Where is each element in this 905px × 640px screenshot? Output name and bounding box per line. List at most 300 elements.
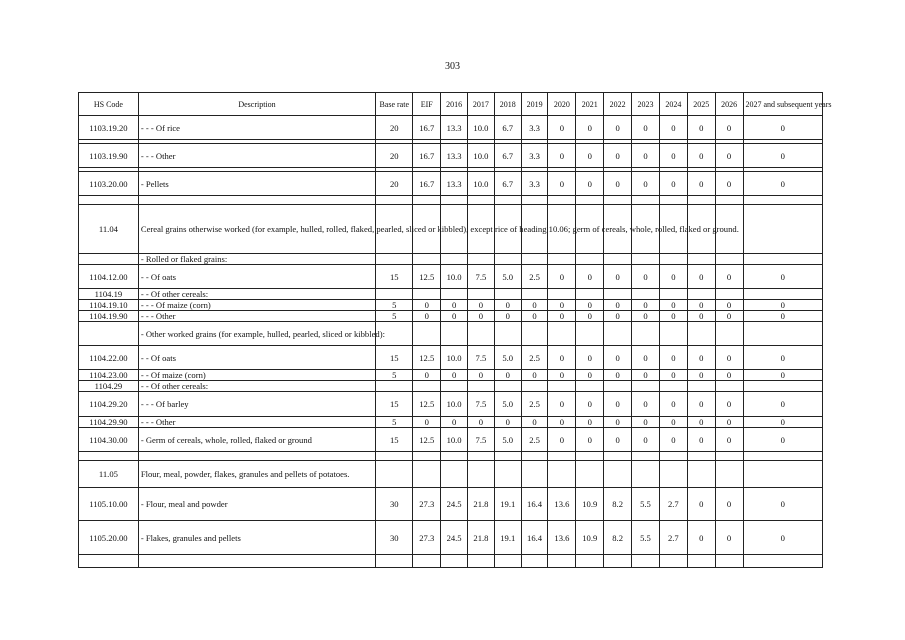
rate-cell <box>715 289 743 300</box>
rate-cell <box>441 452 468 461</box>
rate-cell: 16.4 <box>521 488 548 521</box>
rate-cell: 0 <box>743 144 823 168</box>
rate-cell: 0 <box>715 311 743 322</box>
rate-cell: 5.0 <box>494 392 521 417</box>
column-header: Base rate <box>376 93 413 116</box>
rate-cell: 12.5 <box>413 392 441 417</box>
rate-cell: 8.2 <box>604 488 632 521</box>
rate-cell <box>687 555 715 568</box>
rate-cell <box>687 322 715 346</box>
description-cell: - Rolled or flaked grains: <box>138 254 375 265</box>
rate-cell <box>715 381 743 392</box>
rate-cell: 27.3 <box>413 521 441 555</box>
rate-cell: 0 <box>548 346 576 370</box>
rate-cell <box>659 322 687 346</box>
rate-cell <box>604 322 632 346</box>
rate-cell: 0 <box>521 417 548 428</box>
rate-cell: 15 <box>376 346 413 370</box>
rate-cell: 3.3 <box>521 172 548 196</box>
column-header: Description <box>138 93 375 116</box>
rate-cell <box>576 289 604 300</box>
rate-cell <box>413 452 441 461</box>
column-header: HS Code <box>79 93 139 116</box>
column-header: 2027 and subsequent years <box>743 93 823 116</box>
rate-cell: 0 <box>576 392 604 417</box>
rate-cell: 0 <box>604 346 632 370</box>
rate-cell: 5 <box>376 311 413 322</box>
rate-cell: 0 <box>576 428 604 452</box>
rate-cell <box>659 461 687 488</box>
rate-cell <box>376 196 413 205</box>
rate-cell <box>413 289 441 300</box>
hs-code-cell: 1104.12.00 <box>79 265 139 289</box>
rate-cell <box>548 555 576 568</box>
rate-cell: 16.7 <box>413 144 441 168</box>
rate-cell <box>715 452 743 461</box>
rate-cell <box>576 461 604 488</box>
rate-cell: 0 <box>687 370 715 381</box>
rate-cell: 0 <box>604 417 632 428</box>
rate-cell <box>659 196 687 205</box>
rate-cell <box>659 254 687 265</box>
hs-code-cell <box>79 555 139 568</box>
hs-code-cell: 1103.19.90 <box>79 144 139 168</box>
rate-cell <box>494 381 521 392</box>
rate-cell: 0 <box>413 300 441 311</box>
description-cell: - - Of oats <box>138 265 375 289</box>
hs-code-cell: 1104.29.90 <box>79 417 139 428</box>
rate-cell: 5 <box>376 300 413 311</box>
hs-code-cell: 1104.19 <box>79 289 139 300</box>
rate-cell <box>659 555 687 568</box>
rate-cell: 0 <box>576 300 604 311</box>
rate-cell: 2.5 <box>521 392 548 417</box>
rate-cell: 0 <box>715 370 743 381</box>
rate-cell: 30 <box>376 488 413 521</box>
rate-cell <box>468 452 495 461</box>
rate-cell <box>687 289 715 300</box>
rate-cell <box>604 254 632 265</box>
rate-cell: 0 <box>548 144 576 168</box>
rate-cell: 0 <box>743 172 823 196</box>
rate-cell: 0 <box>521 311 548 322</box>
rate-cell <box>548 289 576 300</box>
rate-cell: 10.0 <box>468 172 495 196</box>
rate-cell: 2.5 <box>521 428 548 452</box>
hs-code-cell <box>79 196 139 205</box>
rate-cell: 0 <box>548 265 576 289</box>
rate-cell: 0 <box>743 300 823 311</box>
rate-cell: 0 <box>604 300 632 311</box>
hs-code-cell: 1104.30.00 <box>79 428 139 452</box>
rate-cell: 0 <box>715 300 743 311</box>
rate-cell <box>521 381 548 392</box>
description-cell: - Germ of cereals, whole, rolled, flaked or ground <box>138 428 375 452</box>
page-number: 303 <box>445 61 460 72</box>
rate-cell: 0 <box>715 346 743 370</box>
rate-cell: 0 <box>687 521 715 555</box>
rate-cell: 0 <box>632 311 660 322</box>
rate-cell: 10.0 <box>441 346 468 370</box>
rate-cell: 0 <box>743 346 823 370</box>
column-header: 2024 <box>659 93 687 116</box>
rate-cell <box>468 461 495 488</box>
rate-cell: 12.5 <box>413 428 441 452</box>
rate-cell: 24.5 <box>441 488 468 521</box>
table-body <box>79 116 823 568</box>
rate-cell: 8.2 <box>604 521 632 555</box>
rate-cell <box>413 381 441 392</box>
rate-cell <box>521 322 548 346</box>
rate-cell: 0 <box>687 172 715 196</box>
rate-cell: 0 <box>468 370 495 381</box>
rate-cell: 0 <box>576 144 604 168</box>
rate-cell <box>413 555 441 568</box>
rate-cell: 0 <box>441 417 468 428</box>
rate-cell <box>468 555 495 568</box>
rate-cell: 0 <box>548 392 576 417</box>
rate-cell: 7.5 <box>468 392 495 417</box>
rate-cell: 13.3 <box>441 172 468 196</box>
rate-cell: 0 <box>576 116 604 140</box>
rate-cell <box>468 322 495 346</box>
description-cell: - - - Of maize (corn) <box>138 300 375 311</box>
rate-cell <box>441 555 468 568</box>
table-row <box>79 172 823 196</box>
rate-cell <box>521 461 548 488</box>
rate-cell: 30 <box>376 521 413 555</box>
rate-cell: 0 <box>687 300 715 311</box>
rate-cell <box>604 196 632 205</box>
column-header: 2022 <box>604 93 632 116</box>
rate-cell: 0 <box>632 392 660 417</box>
table-row <box>79 381 823 392</box>
rate-cell: 21.8 <box>468 521 495 555</box>
rate-cell: 0 <box>632 346 660 370</box>
rate-cell <box>743 205 823 254</box>
rate-cell: 0 <box>743 392 823 417</box>
rate-cell: 0 <box>659 144 687 168</box>
rate-cell: 15 <box>376 428 413 452</box>
rate-cell <box>494 452 521 461</box>
table-row <box>79 254 823 265</box>
table-row <box>79 289 823 300</box>
rate-cell <box>376 461 413 488</box>
rate-cell: 0 <box>715 265 743 289</box>
table-row <box>79 488 823 521</box>
rate-cell: 3.3 <box>521 116 548 140</box>
description-cell: - - - Of rice <box>138 116 375 140</box>
rate-cell: 0 <box>659 370 687 381</box>
rate-cell: 27.3 <box>413 488 441 521</box>
rate-cell: 0 <box>687 417 715 428</box>
rate-cell <box>521 289 548 300</box>
table-row <box>79 346 823 370</box>
rate-cell <box>548 322 576 346</box>
table-row <box>79 392 823 417</box>
rate-cell <box>659 289 687 300</box>
rate-cell: 2.7 <box>659 521 687 555</box>
hs-code-cell: 1104.23.00 <box>79 370 139 381</box>
rate-cell: 0 <box>604 265 632 289</box>
table-row <box>79 205 823 254</box>
rate-cell: 13.3 <box>441 116 468 140</box>
rate-cell <box>494 196 521 205</box>
column-header: 2025 <box>687 93 715 116</box>
rate-cell <box>376 289 413 300</box>
rate-cell <box>632 289 660 300</box>
rate-cell: 0 <box>576 172 604 196</box>
description-cell: - - Of maize (corn) <box>138 370 375 381</box>
rate-cell <box>743 196 823 205</box>
rate-cell <box>468 289 495 300</box>
rate-cell: 2.7 <box>659 488 687 521</box>
rate-cell: 0 <box>659 172 687 196</box>
rate-cell <box>441 254 468 265</box>
description-cell: Cereal grains otherwise worked (for example, hulled, rolled, flaked, pearled, sliced or kibbled), except rice of heading 10.06; germ of cereals, whole, rolled, flaked or ground. <box>138 205 375 254</box>
rate-cell: 0 <box>604 144 632 168</box>
rate-cell: 0 <box>632 172 660 196</box>
rate-cell: 0 <box>548 370 576 381</box>
description-cell <box>138 196 375 205</box>
hs-code-cell: 11.05 <box>79 461 139 488</box>
rate-cell <box>521 452 548 461</box>
description-cell <box>138 452 375 461</box>
rate-cell: 0 <box>687 265 715 289</box>
rate-cell <box>468 196 495 205</box>
rate-cell <box>376 452 413 461</box>
rate-cell <box>743 322 823 346</box>
rate-cell: 16.4 <box>521 521 548 555</box>
rate-cell <box>576 381 604 392</box>
rate-cell: 0 <box>743 265 823 289</box>
rate-cell <box>494 254 521 265</box>
table-row <box>79 300 823 311</box>
table-row <box>79 370 823 381</box>
rate-cell <box>468 254 495 265</box>
rate-cell: 0 <box>576 346 604 370</box>
rate-cell <box>743 381 823 392</box>
rate-cell: 13.3 <box>441 144 468 168</box>
rate-cell: 0 <box>441 311 468 322</box>
rate-cell <box>632 452 660 461</box>
rate-cell: 0 <box>687 488 715 521</box>
rate-cell: 7.5 <box>468 428 495 452</box>
column-header: 2018 <box>494 93 521 116</box>
rate-cell: 5.5 <box>632 521 660 555</box>
hs-code-cell: 1105.10.00 <box>79 488 139 521</box>
rate-cell: 5.5 <box>632 488 660 521</box>
rate-cell: 0 <box>687 346 715 370</box>
rate-cell: 15 <box>376 392 413 417</box>
description-cell: - Other worked grains (for example, hulled, pearled, sliced or kibbled): <box>138 322 375 346</box>
rate-cell: 0 <box>576 370 604 381</box>
rate-cell: 0 <box>413 311 441 322</box>
rate-cell: 0 <box>659 116 687 140</box>
rate-cell: 7.5 <box>468 346 495 370</box>
rate-cell <box>494 461 521 488</box>
description-cell: - Flakes, granules and pellets <box>138 521 375 555</box>
description-cell: Flour, meal, powder, flakes, granules and pellets of potatoes. <box>138 461 375 488</box>
rate-cell: 0 <box>715 488 743 521</box>
rate-cell <box>548 254 576 265</box>
rate-cell: 0 <box>743 428 823 452</box>
rate-cell: 6.7 <box>494 116 521 140</box>
rate-cell: 0 <box>576 265 604 289</box>
rate-cell <box>494 555 521 568</box>
rate-cell: 0 <box>715 144 743 168</box>
rate-cell <box>413 196 441 205</box>
rate-cell: 0 <box>743 311 823 322</box>
rate-cell: 0 <box>494 417 521 428</box>
rate-cell: 24.5 <box>441 521 468 555</box>
rate-cell: 0 <box>604 172 632 196</box>
rate-cell: 0 <box>494 311 521 322</box>
rate-cell: 0 <box>715 521 743 555</box>
rate-cell <box>441 461 468 488</box>
rate-cell: 16.7 <box>413 116 441 140</box>
rate-cell: 21.8 <box>468 488 495 521</box>
table-row <box>79 196 823 205</box>
rate-cell: 0 <box>548 428 576 452</box>
rate-cell <box>743 254 823 265</box>
rate-cell: 10.0 <box>468 144 495 168</box>
table-row <box>79 144 823 168</box>
rate-cell: 0 <box>659 300 687 311</box>
hs-code-cell: 11.04 <box>79 205 139 254</box>
rate-cell <box>743 555 823 568</box>
description-cell: - - Of other cereals: <box>138 381 375 392</box>
table-row <box>79 521 823 555</box>
rate-cell <box>743 461 823 488</box>
hs-code-cell: 1104.29.20 <box>79 392 139 417</box>
rate-cell <box>604 289 632 300</box>
rate-cell: 0 <box>743 116 823 140</box>
rate-cell <box>576 555 604 568</box>
hs-code-cell: 1104.19.10 <box>79 300 139 311</box>
rate-cell: 5 <box>376 417 413 428</box>
tariff-schedule-table <box>78 92 832 568</box>
rate-cell: 20 <box>376 144 413 168</box>
rate-cell: 0 <box>687 144 715 168</box>
rate-cell <box>659 381 687 392</box>
rate-cell <box>413 322 441 346</box>
description-cell: - - Of oats <box>138 346 375 370</box>
hs-code-cell: 1105.20.00 <box>79 521 139 555</box>
column-header: 2017 <box>468 93 495 116</box>
rate-cell: 0 <box>604 116 632 140</box>
rate-cell <box>494 322 521 346</box>
rate-cell <box>715 196 743 205</box>
rate-cell: 0 <box>715 428 743 452</box>
rate-cell <box>376 254 413 265</box>
column-header: 2026 <box>715 93 743 116</box>
rate-cell: 0 <box>604 311 632 322</box>
rate-cell <box>715 322 743 346</box>
rate-cell: 5.0 <box>494 428 521 452</box>
rate-cell: 0 <box>604 392 632 417</box>
rate-cell: 0 <box>632 428 660 452</box>
rate-cell <box>687 196 715 205</box>
rate-cell: 10.0 <box>441 428 468 452</box>
rate-cell <box>604 555 632 568</box>
rate-cell <box>743 452 823 461</box>
rate-cell: 10.0 <box>441 392 468 417</box>
column-header: 2020 <box>548 93 576 116</box>
column-header: 2019 <box>521 93 548 116</box>
rate-cell: 0 <box>659 428 687 452</box>
rate-cell: 0 <box>743 417 823 428</box>
rate-cell: 0 <box>494 370 521 381</box>
column-header: 2023 <box>632 93 660 116</box>
rate-cell <box>413 461 441 488</box>
rate-cell: 0 <box>521 300 548 311</box>
column-header: 2021 <box>576 93 604 116</box>
rate-cell: 0 <box>632 116 660 140</box>
rate-cell <box>413 254 441 265</box>
rate-cell: 0 <box>687 392 715 417</box>
rate-cell: 0 <box>548 311 576 322</box>
rate-cell <box>743 289 823 300</box>
rate-cell <box>441 381 468 392</box>
rate-cell <box>441 322 468 346</box>
rate-cell <box>576 196 604 205</box>
rate-cell <box>632 381 660 392</box>
rate-cell: 6.7 <box>494 172 521 196</box>
rate-cell: 0 <box>743 370 823 381</box>
rate-cell: 0 <box>659 417 687 428</box>
rate-cell: 0 <box>548 300 576 311</box>
rate-cell <box>468 381 495 392</box>
rate-cell <box>687 254 715 265</box>
rate-cell <box>441 196 468 205</box>
rate-cell: 0 <box>413 417 441 428</box>
rate-cell <box>521 196 548 205</box>
rate-cell <box>715 555 743 568</box>
rate-cell: 0 <box>632 417 660 428</box>
rate-cell <box>687 381 715 392</box>
rate-cell: 0 <box>659 392 687 417</box>
table-row <box>79 461 823 488</box>
hs-code-cell <box>79 452 139 461</box>
rate-cell <box>494 289 521 300</box>
hs-code-cell: 1104.29 <box>79 381 139 392</box>
rate-cell: 0 <box>494 300 521 311</box>
table-row <box>79 322 823 346</box>
rate-cell: 0 <box>715 392 743 417</box>
rate-cell: 0 <box>468 417 495 428</box>
rate-cell: 15 <box>376 265 413 289</box>
rate-cell: 19.1 <box>494 488 521 521</box>
rate-cell <box>576 254 604 265</box>
rate-cell: 0 <box>604 370 632 381</box>
rate-cell <box>632 322 660 346</box>
hs-code-cell <box>79 322 139 346</box>
table-row <box>79 417 823 428</box>
rate-cell <box>441 289 468 300</box>
rate-cell <box>632 254 660 265</box>
column-header: EIF <box>413 93 441 116</box>
rate-cell: 19.1 <box>494 521 521 555</box>
rate-cell <box>376 555 413 568</box>
table-row <box>79 311 823 322</box>
hs-code-cell: 1103.19.20 <box>79 116 139 140</box>
rate-cell: 0 <box>715 172 743 196</box>
rate-cell: 0 <box>468 311 495 322</box>
description-cell: - Flour, meal and powder <box>138 488 375 521</box>
rate-cell: 0 <box>604 428 632 452</box>
rate-cell: 0 <box>548 172 576 196</box>
